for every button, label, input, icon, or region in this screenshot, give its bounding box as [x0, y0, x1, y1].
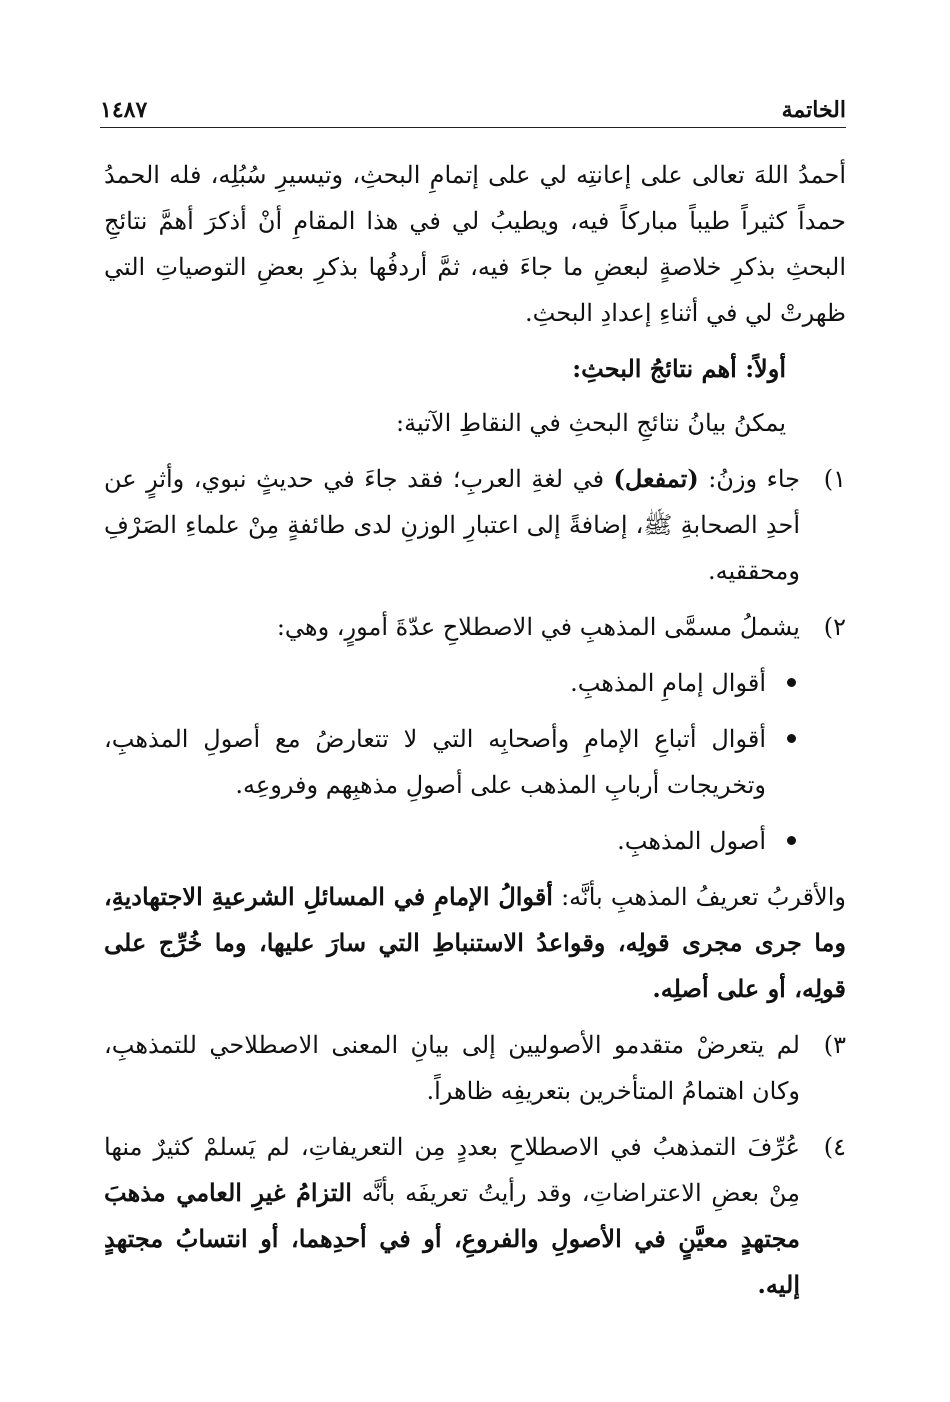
item-text [104, 456, 800, 594]
bullet-text: أقوال أتباعِ الإمامِ وأصحابِه التي لا تتعارضُ مع أصولِ المذهبِ، وتخريجات أربابِ المذهب على أصولِ مذهبِهم وفروعِه. [104, 725, 766, 799]
bullet-dot-icon [787, 678, 796, 687]
item-text: لم يتعرضْ متقدمو الأصوليين إلى بيانِ المعنى الاصطلاحي للتمذهبِ، وكان اهتمامُ المتأخرين بتعريفِه ظاهراً. [104, 1031, 800, 1105]
item-text: يشملُ مسمَّى المذهبِ في الاصطلاحِ عدّةَ أمورٍ، وهي: [276, 613, 800, 641]
running-title: الخاتمة [781, 97, 846, 123]
definition-paragraph [104, 874, 846, 1012]
bullet-dot-icon [787, 734, 796, 743]
item-number: ٣) [823, 1031, 846, 1059]
result-item-4 [104, 1124, 846, 1308]
lead-sentence: يمكنُ بيانُ نتائجِ البحثِ في النقاطِ الآتية: [396, 409, 786, 437]
item-text-part: في لغةِ العربِ؛ فقد جاءَ في حديثٍ نبوي، وأثرٍ عن أحدِ الصحابةِ ﷺ، إضافةً إلى اعتبارِ الوزنِ لدى طائفةٍ مِنْ علماءِ الصَرْفِ ومحققيه. [104, 465, 800, 585]
item-text-bold: التزامُ غيرِ العامي مذهبَ مجتهدٍ معيَّنٍ في الأصولِ والفروعِ، أو في أحدِهما، أو انتسابُ مجتهدٍ إليه. [104, 1178, 800, 1299]
page-number: ١٤٨٧ [100, 97, 148, 123]
bullet-item [104, 716, 766, 808]
bullet-dot-icon [787, 836, 796, 845]
bullet-list [104, 660, 846, 864]
item-number: ٢) [823, 613, 846, 641]
item-text-bold: (تمفعل) [613, 464, 699, 493]
bullet-text: أصول المذهبِ. [617, 827, 766, 855]
page-content [104, 152, 846, 1318]
definition-bold: أقوالُ الإمامِ في المسائلِ الشرعيةِ الاجتهاديةِ، وما جرى مجرى قولِه، وقواعدُ الاستنباطِ التي سارَ عليها، وما خُرِّج على قولِه، أو على أصلِه. [104, 882, 846, 1003]
bullet-item [104, 660, 766, 706]
item-number: ٤) [823, 1133, 846, 1161]
item-text [104, 1124, 800, 1308]
definition-text: والأقربُ تعريفُ المذهبِ بأنَّه: [552, 883, 847, 911]
result-item-1 [104, 456, 846, 594]
item-number: ١) [823, 465, 846, 493]
bullet-item [104, 818, 766, 864]
bullet-text: أقوال إمامِ المذهبِ. [570, 669, 766, 697]
section-heading: أولاً: أهم نتائجُ البحثِ: [572, 354, 786, 383]
page-header [100, 92, 846, 128]
result-item-2 [104, 604, 846, 650]
item-text-part: جاء وزنُ: [698, 465, 800, 493]
item-text-part: عُرِّفَ التمذهبُ في الاصطلاحِ بعددٍ مِن التعريفاتِ، لم يَسلمْ كثيرٌ منها مِنْ بعضِ الاعتراضاتِ، وقد رأيتُ تعريفَه بأنَّه [104, 1133, 800, 1207]
intro-paragraph: أحمدُ اللهَ تعالى على إعانتِه لي على إتمامِ البحثِ، وتيسيرِ سُبُلِه، فله الحمدُ حمداً كثيراً طيباً مباركاً فيه، ويطيبُ لي في هذا المقامِ أنْ أذكرَ أهمَّ نتائجِ البحثِ بذكرِ خلاصةٍ لبعضِ ما جاءَ فيه، ثمَّ أردفُها بذكرِ بعضِ التوصياتِ التي ظهرتْ لي في أثناءِ إعدادِ البحثِ. [104, 161, 846, 327]
result-item-3 [104, 1022, 846, 1114]
